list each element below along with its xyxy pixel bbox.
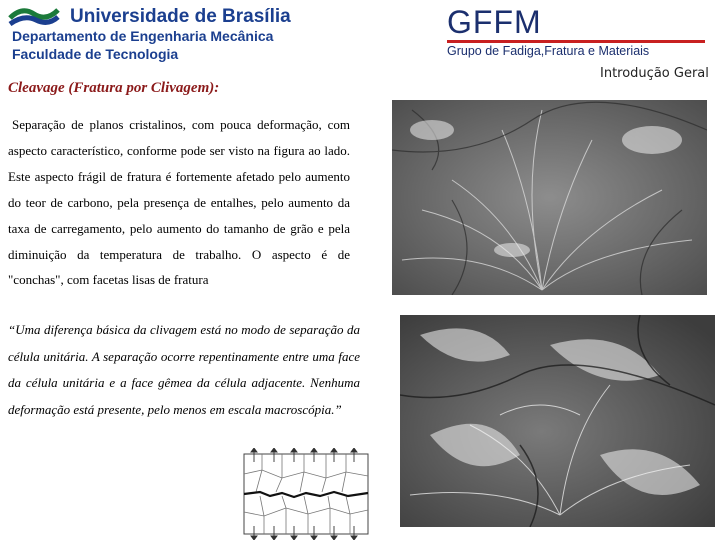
section-label: Introdução Geral bbox=[600, 66, 709, 81]
gffm-underline bbox=[447, 40, 705, 43]
department-name: Departamento de Engenharia Mecânica bbox=[12, 28, 274, 44]
university-name: Universidade de Brasília bbox=[70, 6, 291, 27]
gffm-logo bbox=[440, 6, 710, 56]
faculty-name: Faculdade de Tecnologia bbox=[12, 46, 179, 62]
gffm-full-name: Grupo de Fadiga,Fratura e Materiais bbox=[447, 44, 650, 58]
quote-paragraph: “Uma diferença básica da clivagem está no modo de separação da célula unitária. A separação ocorre repentinamente entre uma face da célula unitária e a face gêmea da célula adjacente. Nenhuma deformação está presente, pelo menos em escala macroscópia.” bbox=[8, 322, 360, 417]
sem-fractograph-top-image bbox=[392, 100, 707, 295]
gffm-acronym: GFFM bbox=[447, 4, 542, 40]
unb-emblem-icon bbox=[8, 4, 60, 26]
sem-fractograph-bottom-image bbox=[400, 315, 715, 527]
slide-title: Cleavage (Fratura por Clivagem): bbox=[8, 80, 220, 96]
university-logo bbox=[8, 4, 293, 64]
cleavage-crack-diagram bbox=[242, 448, 370, 540]
body-paragraph: Separação de planos cristalinos, com pouca deformação, com aspecto característico, conforme pode ser visto na figura ao lado. Este aspecto frágil de fratura é fortemente afetado pelo aumento do teor de carbono, pela presença de entalhes, pelo aumento da taxa de carregamento, pelo aumento do tamanho de grão e pela diminuição da temperatura de trabalho. O aspecto é de "conchas", com facetas lisas de fratura bbox=[8, 117, 350, 288]
